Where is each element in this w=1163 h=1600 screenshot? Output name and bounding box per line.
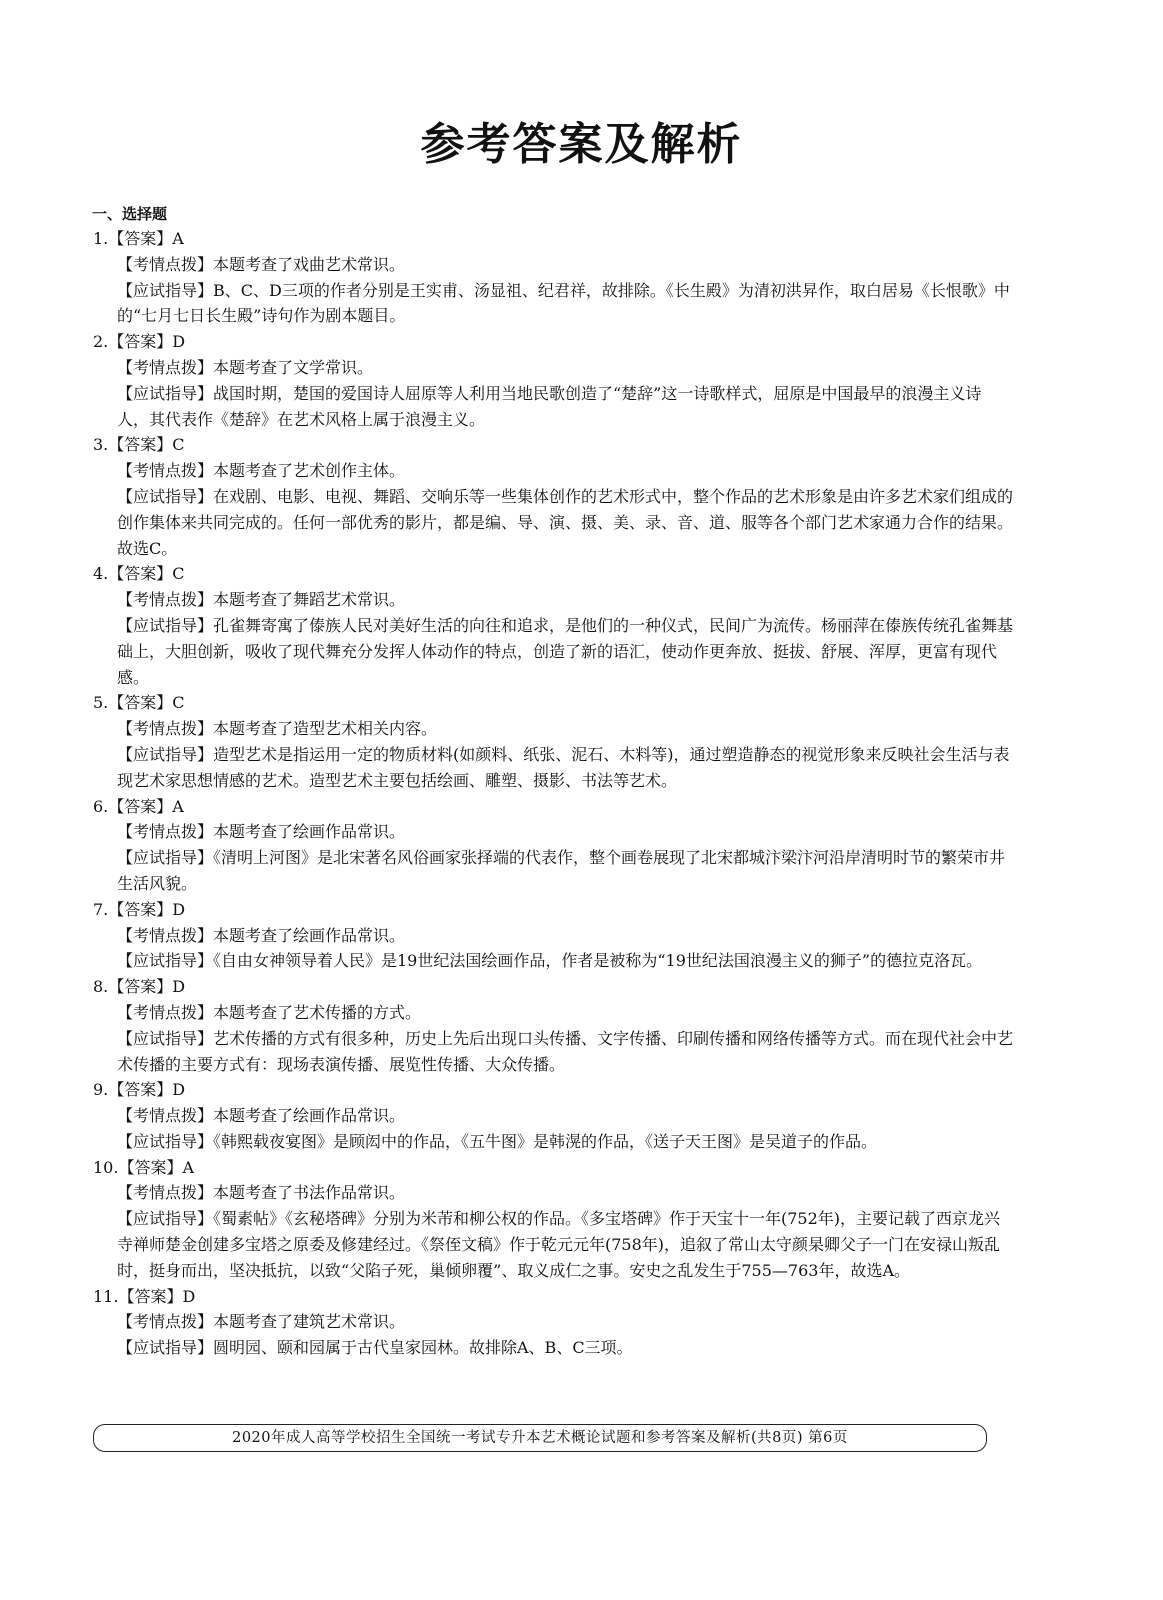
answer-line: 10.【答案】A bbox=[93, 1157, 195, 1177]
guide-text: 【应试指导】造型艺术是指运用一定的物质材料(如颜料、纸张、泥石、木料等)，通过塑造静态的视觉形象来反映社会生活与表现艺术家思想情感的艺术。造型艺术主要包括绘画、雕塑、摄影、书法等艺术。 bbox=[117, 744, 1010, 790]
question-block bbox=[93, 561, 1013, 690]
point-line: 【考情点拨】本题考查了舞蹈艺术常识。 bbox=[117, 590, 406, 610]
answer-line: 5.【答案】C bbox=[93, 693, 185, 713]
point-line: 【考情点拨】本题考查了绘画作品常识。 bbox=[117, 925, 406, 945]
answer-line: 1.【答案】A bbox=[93, 229, 184, 248]
question-block bbox=[93, 1155, 1013, 1284]
question-block bbox=[93, 974, 1013, 1077]
page-footer bbox=[93, 1424, 987, 1452]
guide-text: 【应试指导】《韩熙载夜宴图》是顾闳中的作品，《五牛图》是韩滉的作品，《送子天王图》是吴道子的作品。 bbox=[117, 1131, 878, 1151]
point-line: 【考情点拨】本题考查了艺术传播的方式。 bbox=[117, 1002, 422, 1022]
guide-text: 【应试指导】《清明上河图》是北宋著名风俗画家张择端的代表作，整个画卷展现了北宋都城汴梁汴河沿岸清明时节的繁荣市井生活风貌。 bbox=[117, 848, 1006, 893]
guide-text: 【应试指导】战国时期，楚国的爱国诗人屈原等人利用当地民歌创造了“楚辞”这一诗歌样式，屈原是中国最早的浪漫主义诗人，其代表作《楚辞》在艺术风格上属于浪漫主义。 bbox=[117, 383, 982, 429]
guide-text: 【应试指导】在戏剧、电影、电视、舞蹈、交响乐等一些集体创作的艺术形式中，整个作品的艺术形象是由许多艺术家们组成的创作集体来共同完成的。任何一部优秀的影片，都是编、导、演、摄、美、录、音、道、服等各个部门艺术家通力合作的结果。故选C。 bbox=[117, 486, 1014, 558]
question-block bbox=[93, 897, 1013, 974]
question-block bbox=[93, 1077, 1013, 1154]
answer-line: 8.【答案】D bbox=[93, 977, 186, 997]
point-line: 【考情点拨】本题考查了文学常识。 bbox=[117, 357, 374, 377]
footer-text: 2020年成人高等学校招生全国统一考试专升本艺术概论试题和参考答案及解析(共8页) 第6页 bbox=[232, 1430, 848, 1446]
answer-line: 6.【答案】A bbox=[93, 796, 184, 816]
answer-line: 2.【答案】D bbox=[93, 332, 186, 352]
point-line: 【考情点拨】本题考查了造型艺术相关内容。 bbox=[117, 719, 438, 739]
question-block bbox=[93, 794, 1013, 897]
point-line: 【考情点拨】本题考查了绘画作品常识。 bbox=[117, 822, 406, 842]
question-block bbox=[93, 226, 1013, 329]
answer-line: 4.【答案】C bbox=[93, 564, 185, 584]
section-heading: 一、选择题 bbox=[92, 205, 168, 223]
answer-line: 9.【答案】D bbox=[93, 1080, 186, 1100]
guide-text: 【应试指导】圆明园、颐和园属于古代皇家园林。故排除A、B、C三项。 bbox=[117, 1338, 633, 1358]
guide-text: 【应试指导】《自由女神领导着人民》是19世纪法国绘画作品，作者是被称为“19世纪法国浪漫主义的狮子”的德拉克洛瓦。 bbox=[117, 951, 983, 971]
point-line: 【考情点拨】本题考查了绘画作品常识。 bbox=[117, 1106, 406, 1126]
answer-line: 11.【答案】D bbox=[93, 1286, 196, 1306]
guide-text: 【应试指导】《蜀素帖》《玄秘塔碑》分别为米芾和柳公权的作品。《多宝塔碑》作于天宝十一年(752年)，主要记载了西京龙兴寺禅师楚金创建多宝塔之原委及修建经过。《祭侄文稿》作于乾元元年(758年)，追叙了常山太守颜杲卿父子一门在安禄山叛乱时，挺身而出，坚决抵抗，以致“父陷子死，巢倾卵覆”、取义成仁之事。安史之乱发生于755—763年，故选A。 bbox=[117, 1209, 1001, 1280]
page-title: 参考答案及解析 bbox=[420, 119, 743, 170]
guide-text: 【应试指导】孔雀舞寄寓了傣族人民对美好生活的向往和追求，是他们的一种仪式，民间广为流传。杨丽萍在傣族传统孔雀舞基础上，大胆创新，吸收了现代舞充分发挥人体动作的特点，创造了新的语汇，使动作更奔放、挺拔、舒展、浑厚，更富有现代感。 bbox=[117, 615, 1014, 687]
answer-line: 7.【答案】D bbox=[93, 899, 186, 919]
answer-list bbox=[93, 226, 1013, 1361]
point-line: 【考情点拨】本题考查了戏曲艺术常识。 bbox=[117, 254, 406, 274]
guide-text: 【应试指导】艺术传播的方式有很多种，历史上先后出现口头传播、文字传播、印刷传播和网络传播等方式。而在现代社会中艺术传播的主要方式有：现场表演传播、展览性传播、大众传播。 bbox=[117, 1028, 1014, 1074]
point-line: 【考情点拨】本题考查了艺术创作主体。 bbox=[117, 461, 406, 481]
question-block bbox=[93, 1284, 1013, 1361]
question-block bbox=[93, 329, 1013, 432]
point-line: 【考情点拨】本题考查了建筑艺术常识。 bbox=[117, 1312, 406, 1332]
guide-text: 【应试指导】B、C、D三项的作者分别是王实甫、汤显祖、纪君祥，故排除。《长生殿》为清初洪昇作，取白居易《长恨歌》中的“七月七日长生殿”诗句作为剧本题目。 bbox=[117, 280, 1010, 326]
question-block bbox=[93, 432, 1013, 561]
point-line: 【考情点拨】本题考查了书法作品常识。 bbox=[117, 1183, 406, 1203]
answer-line: 3.【答案】C bbox=[93, 435, 185, 455]
question-block bbox=[93, 690, 1013, 793]
